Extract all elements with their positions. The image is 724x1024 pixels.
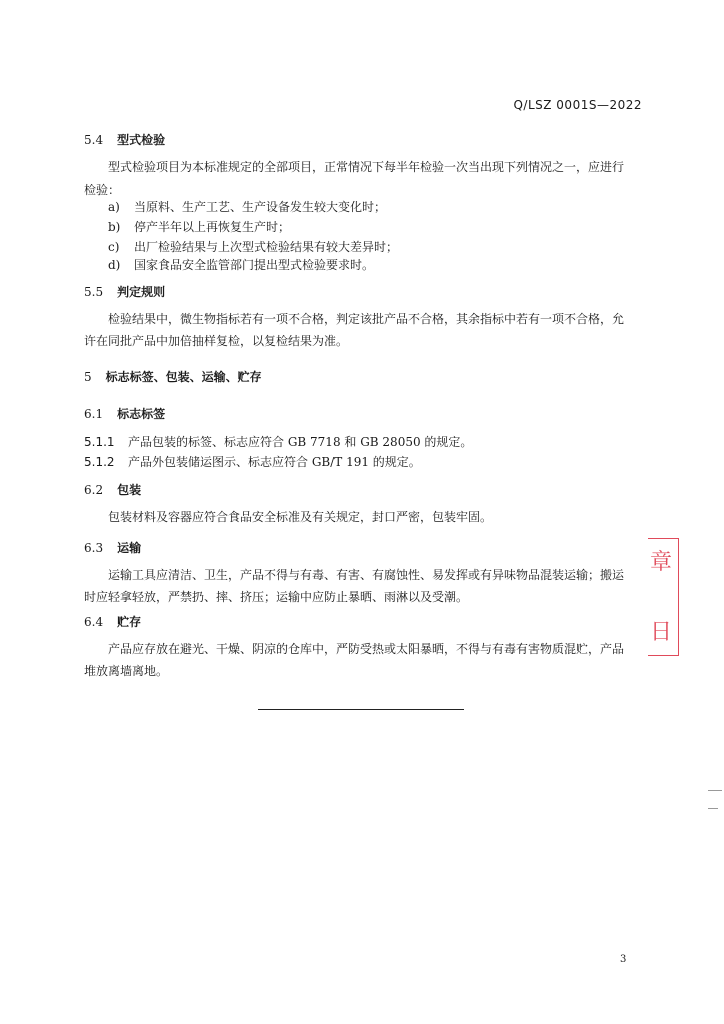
section-6-3-text-line2: 时应轻拿轻放，严禁扔、摔、挤压；运输中应防止暴晒、雨淋以及受潮。: [84, 590, 469, 604]
section-number: 6.2: [84, 483, 104, 497]
section-5-5-text-line1: 检验结果中，微生物指标若有一项不合格，判定该批产品不合格，其余指标中若有一项不合格，允: [108, 312, 625, 326]
list-item-label: c): [108, 240, 120, 254]
section-number: 5.5: [84, 285, 104, 299]
section-6-4-text-line2: 堆放离墙离地。: [84, 664, 169, 678]
end-rule: [258, 709, 464, 710]
page-number: 3: [620, 954, 627, 965]
clause-text: 产品外包装储运图示、标志应符合 GB/T 191 的规定。: [128, 455, 421, 469]
section-title: 包装: [117, 483, 142, 497]
section-5-5-text-line2: 许在同批产品中加倍抽样复检，以复检结果为准。: [84, 334, 349, 348]
list-item-text: 停产半年以上再恢复生产时；: [134, 220, 291, 234]
section-5-heading: [84, 368, 262, 385]
section-title: 型式检验: [117, 133, 166, 147]
list-item: [108, 256, 374, 273]
section-6-3-heading: [84, 539, 141, 556]
list-item: [108, 218, 290, 235]
section-5-5-heading: [84, 283, 165, 300]
document-code: Q/LSZ 0001S—2022: [513, 98, 642, 112]
section-number: 6.1: [84, 407, 104, 421]
section-title: 运输: [117, 541, 142, 555]
section-number: 5.4: [84, 133, 104, 147]
section-5-4-intro-line1: 型式检验项目为本标准规定的全部项目，正常情况下每半年检验一次当出现下列情况之一，应进行: [108, 160, 625, 174]
section-6-1-heading: [84, 405, 165, 422]
section-6-4-heading: [84, 613, 141, 630]
list-item: [108, 238, 398, 255]
list-item: [108, 198, 386, 215]
section-5-4-heading: [84, 131, 165, 148]
scan-edge-mark: [708, 808, 718, 809]
section-title: 判定规则: [117, 285, 166, 299]
list-item-label: b): [108, 220, 121, 234]
list-item-text: 国家食品安全监管部门提出型式检验要求时。: [134, 258, 375, 272]
scan-edge-mark: [708, 790, 722, 791]
section-number: 5: [84, 370, 92, 384]
clause-label: 5.1.2: [84, 455, 115, 469]
section-title: 标志标签、包装、运输、贮存: [105, 370, 262, 384]
list-item-label: a): [108, 200, 120, 214]
stamp-char-bottom: 日: [650, 620, 673, 645]
section-6-2-text: 包装材料及容器应符合食品安全标准及有关规定，封口严密，包装牢固。: [108, 510, 493, 524]
list-item-text: 当原料、生产工艺、生产设备发生较大变化时；: [134, 200, 387, 214]
section-title: 贮存: [117, 615, 142, 629]
section-number: 6.4: [84, 615, 104, 629]
seal-stamp: [648, 538, 679, 656]
section-5-4-intro-line2: 检验：: [84, 183, 121, 197]
list-item-text: 出厂检验结果与上次型式检验结果有较大差异时；: [134, 240, 399, 254]
clause-label: 5.1.1: [84, 435, 115, 449]
section-6-2-heading: [84, 481, 141, 498]
section-6-3-text-line1: 运输工具应清洁、卫生，产品不得与有毒、有害、有腐蚀性、易发挥或有异味物品混装运输；搬运: [108, 568, 625, 582]
clause-text: 产品包装的标签、标志应符合 GB 7718 和 GB 28050 的规定。: [128, 435, 473, 449]
stamp-char-top: 章: [650, 550, 673, 575]
section-number: 6.3: [84, 541, 104, 555]
section-6-4-text-line1: 产品应存放在避光、干燥、阴凉的仓库中，严防受热或太阳暴晒，不得与有毒有害物质混贮，产品: [108, 642, 625, 656]
list-item-label: d): [108, 258, 121, 272]
clause-item: [84, 453, 421, 470]
clause-item: [84, 433, 472, 450]
section-title: 标志标签: [117, 407, 166, 421]
